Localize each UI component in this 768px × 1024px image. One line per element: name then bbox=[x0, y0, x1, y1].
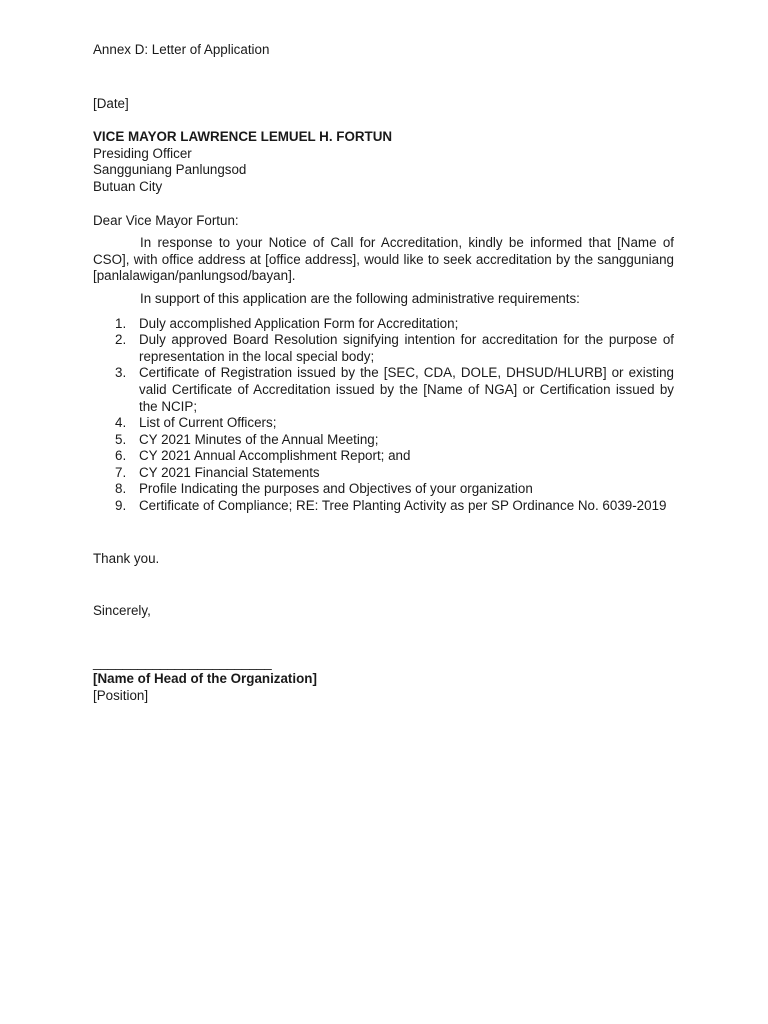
list-item-text: Profile Indicating the purposes and Objectives of your organization bbox=[139, 481, 533, 497]
list-item bbox=[93, 316, 674, 333]
list-item-number: 6. bbox=[115, 448, 127, 464]
signatory-name: [Name of Head of the Organization] bbox=[93, 671, 317, 687]
recipient-city: Butuan City bbox=[93, 178, 163, 194]
list-item bbox=[93, 332, 674, 365]
requirements-list bbox=[93, 316, 674, 515]
list-item bbox=[93, 465, 674, 482]
list-item bbox=[93, 448, 674, 465]
list-item bbox=[93, 432, 674, 449]
list-item bbox=[93, 365, 674, 415]
annex-heading: Annex D: Letter of Application bbox=[93, 42, 270, 57]
recipient-name: VICE MAYOR LAWRENCE LEMUEL H. FORTUN bbox=[93, 129, 393, 145]
list-item bbox=[93, 481, 674, 498]
list-item-number: 5. bbox=[115, 431, 127, 447]
salutation: Dear Vice Mayor Fortun: bbox=[93, 212, 239, 228]
list-item-number: 8. bbox=[115, 481, 127, 497]
body-paragraph-2: In support of this application are the following administrative requirements: bbox=[140, 290, 580, 306]
recipient-office: Sangguniang Panlungsod bbox=[93, 162, 247, 178]
closing-line: Sincerely, bbox=[93, 603, 151, 619]
list-item-text: Certificate of Compliance; RE: Tree Planting Activity as per SP Ordinance No. 6039-2019 bbox=[139, 498, 667, 514]
list-item-text: CY 2021 Minutes of the Annual Meeting; bbox=[139, 431, 379, 447]
list-item-text: CY 2021 Annual Accomplishment Report; and bbox=[139, 448, 411, 464]
signature-line: ________________________ bbox=[93, 654, 272, 670]
list-item-number: 1. bbox=[115, 315, 127, 331]
body-paragraph-1: In response to your Notice of Call for Accreditation, kindly be informed that [Name of CSO], with office address at [office address], would like to seek accreditation by the sangguniang [panlalawigan/panlungsod/bayan]. bbox=[93, 235, 674, 284]
recipient-address bbox=[93, 129, 674, 195]
list-item-number: 4. bbox=[115, 415, 127, 431]
signatory-position: [Position] bbox=[93, 688, 149, 704]
list-item-text: Duly accomplished Application Form for Accreditation; bbox=[139, 315, 459, 331]
letter-date: [Date] bbox=[93, 95, 129, 111]
list-item-number: 7. bbox=[115, 464, 127, 480]
list-item-number: 9. bbox=[115, 498, 127, 514]
list-item-number: 2. bbox=[115, 332, 127, 348]
list-item-number: 3. bbox=[115, 365, 127, 381]
list-item bbox=[93, 498, 674, 515]
list-item bbox=[93, 415, 674, 432]
thanks-line: Thank you. bbox=[93, 550, 160, 566]
list-item-text: Duly approved Board Resolution signifying intention for accreditation for the purpose of representation in the local special body; bbox=[139, 332, 674, 364]
list-item-text: Certificate of Registration issued by the [SEC, CDA, DOLE, DHSUD/HLURB] or existing valid Certificate of Accreditation issued by the [Name of NGA] or Certification issued by the NCIP; bbox=[139, 365, 674, 414]
list-item-text: List of Current Officers; bbox=[139, 415, 277, 431]
list-item-text: CY 2021 Financial Statements bbox=[139, 464, 320, 480]
recipient-title: Presiding Officer bbox=[93, 145, 192, 161]
letter-page bbox=[93, 42, 674, 705]
